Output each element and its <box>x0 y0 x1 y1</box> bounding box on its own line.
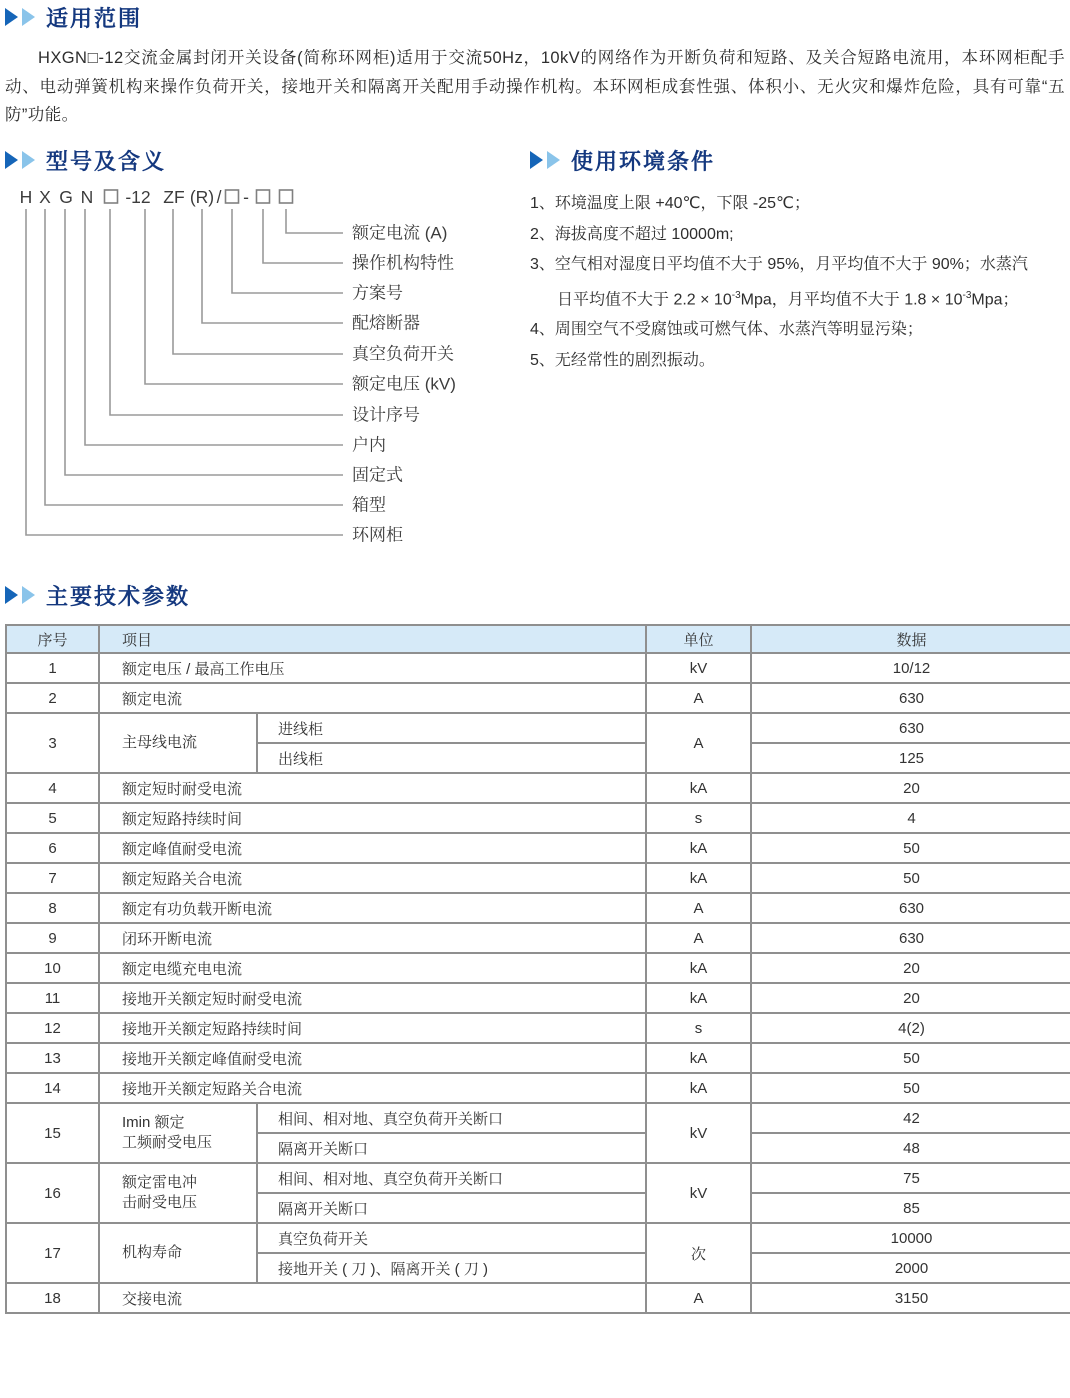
cell-no: 10 <box>6 953 99 983</box>
cell-item-line: 额定雷电冲 <box>122 1174 198 1191</box>
section-title: 适用范围 <box>46 5 143 31</box>
cell-unit: kA <box>646 953 751 983</box>
cell-no: 12 <box>6 1013 99 1043</box>
cell-unit: kA <box>646 983 751 1013</box>
table-row <box>6 1283 1070 1313</box>
model-box <box>226 190 239 203</box>
model-label: 额定电压 (kV) <box>352 374 456 394</box>
arrow-right-icon <box>22 586 35 604</box>
cell-item: 额定峰值耐受电流 <box>99 833 646 863</box>
cell-subitem: 隔离开关断口 <box>257 1193 646 1223</box>
cell-data: 3150 <box>751 1283 1070 1313</box>
cell-item <box>99 713 257 773</box>
cell-item: 接地开关额定短时耐受电流 <box>99 983 646 1013</box>
cell-unit: A <box>646 1283 751 1313</box>
section-title: 主要技术参数 <box>46 583 191 609</box>
cell-unit: s <box>646 1013 751 1043</box>
cell-unit: kA <box>646 863 751 893</box>
cell-unit: A <box>646 683 751 713</box>
cell-data: 48 <box>751 1133 1070 1163</box>
cell-item: 额定短路关合电流 <box>99 863 646 893</box>
list-item <box>530 250 1070 281</box>
cell-data: 2000 <box>751 1253 1070 1283</box>
list-item: 4、周围空气不受腐蚀或可燃气体、水蒸汽等明显污染； <box>530 321 923 339</box>
cell-data: 85 <box>751 1193 1070 1223</box>
cell-unit: kV <box>646 1103 751 1163</box>
cell-item: 接地开关额定短路持续时间 <box>99 1013 646 1043</box>
cell-unit: kA <box>646 833 751 863</box>
model-token: X <box>39 187 51 207</box>
table-row <box>6 893 1070 923</box>
column-header-unit: 单位 <box>646 625 751 653</box>
cell-no: 9 <box>6 923 99 953</box>
table-row <box>6 833 1070 863</box>
model-token: - <box>243 187 249 207</box>
section-parameters <box>5 581 1070 1314</box>
section-header <box>5 581 1070 609</box>
cell-item-line: Imin 额定 <box>122 1114 185 1131</box>
cell-data: 630 <box>751 893 1070 923</box>
list-item: 2、海拔高度不超过 10000m; <box>530 225 734 243</box>
arrow-right-icon <box>530 151 543 169</box>
cell-no: 1 <box>6 653 99 683</box>
cell-data: 50 <box>751 1043 1070 1073</box>
cell-subitem: 相间、相对地、真空负荷开关断口 <box>257 1163 646 1193</box>
cell-no: 3 <box>6 713 99 773</box>
model-label: 真空负荷开关 <box>352 344 454 364</box>
model-label: 固定式 <box>352 465 403 485</box>
model-token: (R) <box>189 187 215 207</box>
arrow-right-icon <box>547 151 560 169</box>
cell-item: 额定短路持续时间 <box>99 803 646 833</box>
table-row <box>6 983 1070 1013</box>
model-label: 操作机构特性 <box>352 253 454 273</box>
arrow-right-icon <box>5 8 18 26</box>
cell-no: 18 <box>6 1283 99 1313</box>
table-row <box>6 803 1070 833</box>
cell-data: 4 <box>751 803 1070 833</box>
table-row <box>6 863 1070 893</box>
arrow-right-icon <box>5 586 18 604</box>
arrow-right-icon <box>22 151 35 169</box>
cell-data: 50 <box>751 833 1070 863</box>
list-item-continuation <box>530 281 1070 316</box>
list-item-text: 日平均值不大于 2.2 × 10 <box>557 290 732 308</box>
cell-data: 630 <box>751 683 1070 713</box>
cell-subitem: 接地开关 ( 刀 )、隔离开关 ( 刀 ) <box>257 1253 646 1283</box>
cell-unit: kV <box>646 653 751 683</box>
model-designation-diagram <box>5 182 540 554</box>
cell-item-line: 主母线电流 <box>122 734 198 751</box>
connector-lines <box>26 209 343 535</box>
cell-item: 接地开关额定峰值耐受电流 <box>99 1043 646 1073</box>
table-row <box>6 1073 1070 1103</box>
cell-item: 额定电流 <box>99 683 646 713</box>
cell-item: 额定有功负载开断电流 <box>99 893 646 923</box>
cell-no: 16 <box>6 1163 99 1223</box>
cell-subitem: 隔离开关断口 <box>257 1133 646 1163</box>
list-item: 5、无经常性的剧烈振动。 <box>530 351 715 369</box>
cell-unit: s <box>646 803 751 833</box>
list-item-text: 3、空气相对湿度日平均值不大于 95%，月平均值不大于 90%；水蒸汽 <box>530 256 1028 273</box>
scope-paragraph: HXGN□-12交流金属封闭开关设备(简称环网柜)适用于交流50Hz，10kV的网络作为开断负荷和短路、及关合短路电流用，本环网柜配手动、电动弹簧机构来操作负荷开关，接地开关和隔离开关配用手动操作机构。本环网柜成套性强、体积小、无火灾和爆炸危险，具有可靠“五防”功能。 <box>5 49 1065 124</box>
model-box <box>280 190 293 203</box>
model-token: N <box>80 187 94 207</box>
model-token: G <box>59 187 73 207</box>
cell-no: 14 <box>6 1073 99 1103</box>
cell-data: 50 <box>751 1073 1070 1103</box>
model-labels <box>352 224 456 545</box>
cell-item-line: 工频耐受电压 <box>122 1134 213 1151</box>
cell-no: 4 <box>6 773 99 803</box>
table-row <box>6 773 1070 803</box>
cell-no: 13 <box>6 1043 99 1073</box>
cell-unit: kV <box>646 1163 751 1223</box>
model-label: 户内 <box>352 435 386 455</box>
column-header-item: 项目 <box>99 625 646 653</box>
section-title: 使用环境条件 <box>571 148 716 174</box>
cell-data: 630 <box>751 923 1070 953</box>
superscript: -3 <box>731 289 741 301</box>
cell-data: 10/12 <box>751 653 1070 683</box>
cell-no: 5 <box>6 803 99 833</box>
cell-data: 20 <box>751 983 1070 1013</box>
arrow-right-icon <box>5 151 18 169</box>
environment-list <box>530 189 1070 376</box>
model-label: 设计序号 <box>352 405 420 425</box>
section-scope <box>5 3 1065 130</box>
model-box <box>105 190 118 203</box>
cell-unit: A <box>646 923 751 953</box>
model-box <box>257 190 270 203</box>
table-row <box>6 1043 1070 1073</box>
section-header <box>530 146 1070 174</box>
arrow-right-icon <box>22 8 35 26</box>
model-label: 环网柜 <box>352 525 403 545</box>
cell-item-line: 击耐受电压 <box>122 1194 198 1211</box>
cell-subitem: 真空负荷开关 <box>257 1223 646 1253</box>
cell-unit: kA <box>646 1043 751 1073</box>
model-token: -12 <box>125 187 151 207</box>
cell-data: 10000 <box>751 1223 1070 1253</box>
model-label: 方案号 <box>352 283 403 303</box>
cell-no: 17 <box>6 1223 99 1283</box>
cell-item-line: 机构寿命 <box>122 1244 183 1261</box>
cell-item <box>99 1223 257 1283</box>
table-row <box>6 953 1070 983</box>
cell-subitem: 出线柜 <box>257 743 646 773</box>
list-item: 1、环境温度上限 +40℃，下限 -25℃； <box>530 195 810 212</box>
cell-data: 4(2) <box>751 1013 1070 1043</box>
model-label: 配熔断器 <box>352 313 420 333</box>
list-item-text: Mpa； <box>971 290 1019 308</box>
section-environment <box>530 146 1070 376</box>
section-model <box>5 146 535 554</box>
cell-subitem: 相间、相对地、真空负荷开关断口 <box>257 1103 646 1133</box>
parameters-table <box>5 624 1070 1314</box>
cell-unit: A <box>646 893 751 923</box>
cell-no: 6 <box>6 833 99 863</box>
cell-item: 额定短时耐受电流 <box>99 773 646 803</box>
cell-no: 8 <box>6 893 99 923</box>
superscript: -3 <box>962 289 972 301</box>
cell-data: 630 <box>751 713 1070 743</box>
cell-data: 20 <box>751 953 1070 983</box>
table-row <box>6 653 1070 683</box>
table-row <box>6 1013 1070 1043</box>
table-row <box>6 1103 1070 1133</box>
cell-unit: A <box>646 713 751 773</box>
column-header-no: 序号 <box>6 625 99 653</box>
cell-item: 接地开关额定短路关合电流 <box>99 1073 646 1103</box>
model-label: 额定电流 (A) <box>352 223 448 243</box>
cell-no: 15 <box>6 1103 99 1163</box>
model-code-tokens <box>20 187 249 207</box>
section-header <box>5 3 1065 31</box>
cell-item: 交接电流 <box>99 1283 646 1313</box>
model-label: 箱型 <box>352 495 386 515</box>
cell-subitem: 进线柜 <box>257 713 646 743</box>
cell-item: 闭环开断电流 <box>99 923 646 953</box>
table-row <box>6 713 1070 743</box>
table-header-row <box>6 625 1070 653</box>
column-header-data: 数据 <box>751 625 1070 653</box>
cell-no: 11 <box>6 983 99 1013</box>
table-row <box>6 923 1070 953</box>
table-row <box>6 1163 1070 1193</box>
cell-data: 50 <box>751 863 1070 893</box>
cell-data: 125 <box>751 743 1070 773</box>
table-row <box>6 683 1070 713</box>
cell-unit: kA <box>646 773 751 803</box>
cell-item <box>99 1163 257 1223</box>
cell-item: 额定电压 / 最高工作电压 <box>99 653 646 683</box>
cell-data: 42 <box>751 1103 1070 1133</box>
section-header <box>5 146 535 174</box>
section-title: 型号及含义 <box>46 148 167 174</box>
cell-no: 7 <box>6 863 99 893</box>
model-token: ZF <box>163 187 185 207</box>
cell-unit: kA <box>646 1073 751 1103</box>
cell-unit: 次 <box>646 1223 751 1283</box>
model-token: / <box>216 187 222 207</box>
cell-no: 2 <box>6 683 99 713</box>
cell-item <box>99 1103 257 1163</box>
cell-data: 75 <box>751 1163 1070 1193</box>
cell-item: 额定电缆充电电流 <box>99 953 646 983</box>
cell-data: 20 <box>751 773 1070 803</box>
model-token: H <box>19 187 33 207</box>
table-row <box>6 1223 1070 1253</box>
list-item-text: Mpa，月平均值不大于 1.8 × 10 <box>740 290 963 308</box>
